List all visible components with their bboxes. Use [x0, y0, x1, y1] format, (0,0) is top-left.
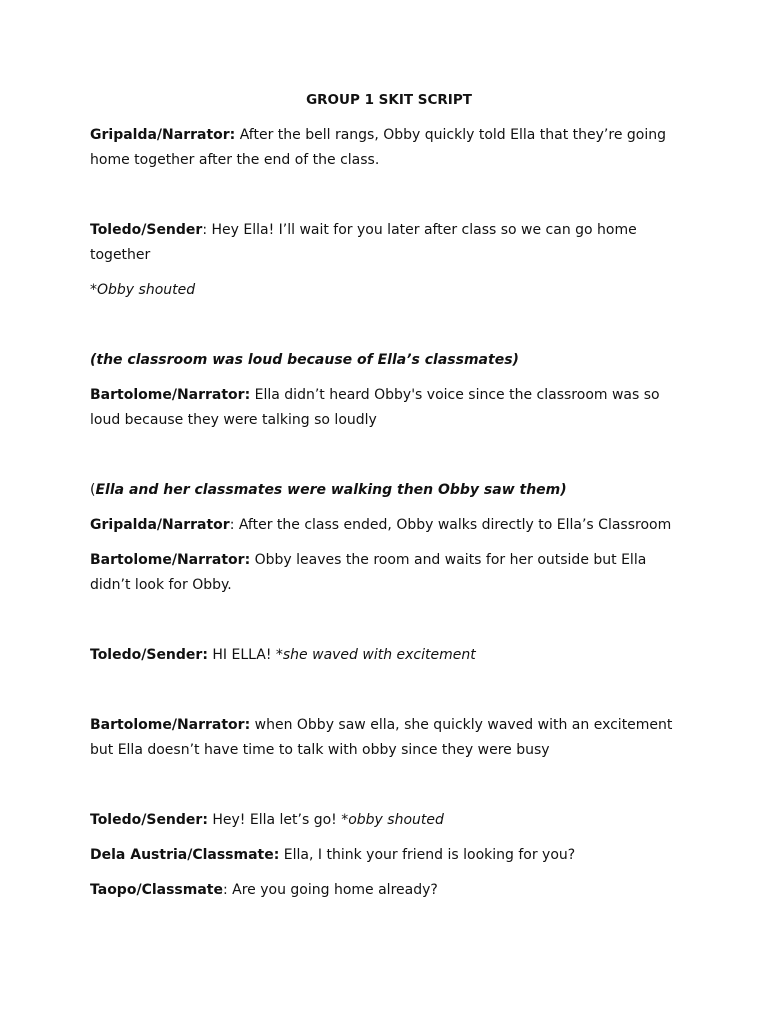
dialogue-text: Hey! Ella let’s go! * [207, 812, 349, 828]
script-line [90, 123, 680, 173]
direction-text: (the classroom was loud because of Ella’s classmates) [90, 352, 519, 368]
document-title: GROUP 1 SKIT SCRIPT [306, 92, 472, 108]
script-line [90, 548, 680, 598]
direction-text: obby shouted [348, 812, 444, 828]
speaker-name: Taopo/Classmate [90, 882, 223, 898]
script-page [90, 88, 680, 913]
speaker-name: Toledo/Sender: [90, 647, 208, 663]
script-line [90, 843, 680, 868]
speaker-name: Gripalda/Narrator: [90, 127, 236, 143]
dialogue-text: Obby leaves the room and waits for her outside but Ella didn’t look for Obby. [90, 552, 647, 593]
stage-direction [90, 278, 680, 303]
direction-text: *Obby shouted [90, 282, 196, 298]
dialogue-text: Ella, I think your friend is looking for you? [279, 847, 576, 863]
script-line [90, 808, 680, 833]
speaker-name: Bartolome/Narrator: [90, 717, 251, 733]
script-line [90, 383, 680, 433]
direction-paren: ( [90, 482, 96, 498]
script-line [90, 643, 680, 668]
script-line [90, 878, 680, 903]
speaker-name: Dela Austria/Classmate: [90, 847, 280, 863]
script-line [90, 513, 680, 538]
dialogue-text: : After the class ended, Obby walks directly to Ella’s Classroom [229, 517, 672, 533]
dialogue-text: : Are you going home already? [222, 882, 438, 898]
dialogue-text: After the bell rangs, Obby quickly told Ella that they’re going home together after the end of the class. [90, 127, 666, 168]
script-line [90, 713, 680, 763]
speaker-name: Bartolome/Narrator: [90, 387, 251, 403]
dialogue-text: Ella didn’t heard Obby's voice since the classroom was so loud because they were talking so loudly [90, 387, 660, 428]
direction-text: Ella and her classmates were walking then Obby saw them) [95, 482, 567, 498]
dialogue-text: when Obby saw ella, she quickly waved with an excitement but Ella doesn’t have time to talk with obby since they were busy [90, 717, 673, 758]
stage-direction [90, 348, 680, 373]
script-line [90, 218, 680, 268]
stage-direction [90, 478, 680, 503]
speaker-name: Toledo/Sender [90, 222, 203, 238]
dialogue-text: HI ELLA! * [207, 647, 283, 663]
dialogue-text: : Hey Ella! I’ll wait for you later after class so we can go home together [90, 222, 637, 263]
speaker-name: Gripalda/Narrator [90, 517, 230, 533]
direction-text: she waved with excitement [282, 647, 476, 663]
speaker-name: Toledo/Sender: [90, 812, 208, 828]
speaker-name: Bartolome/Narrator: [90, 552, 251, 568]
